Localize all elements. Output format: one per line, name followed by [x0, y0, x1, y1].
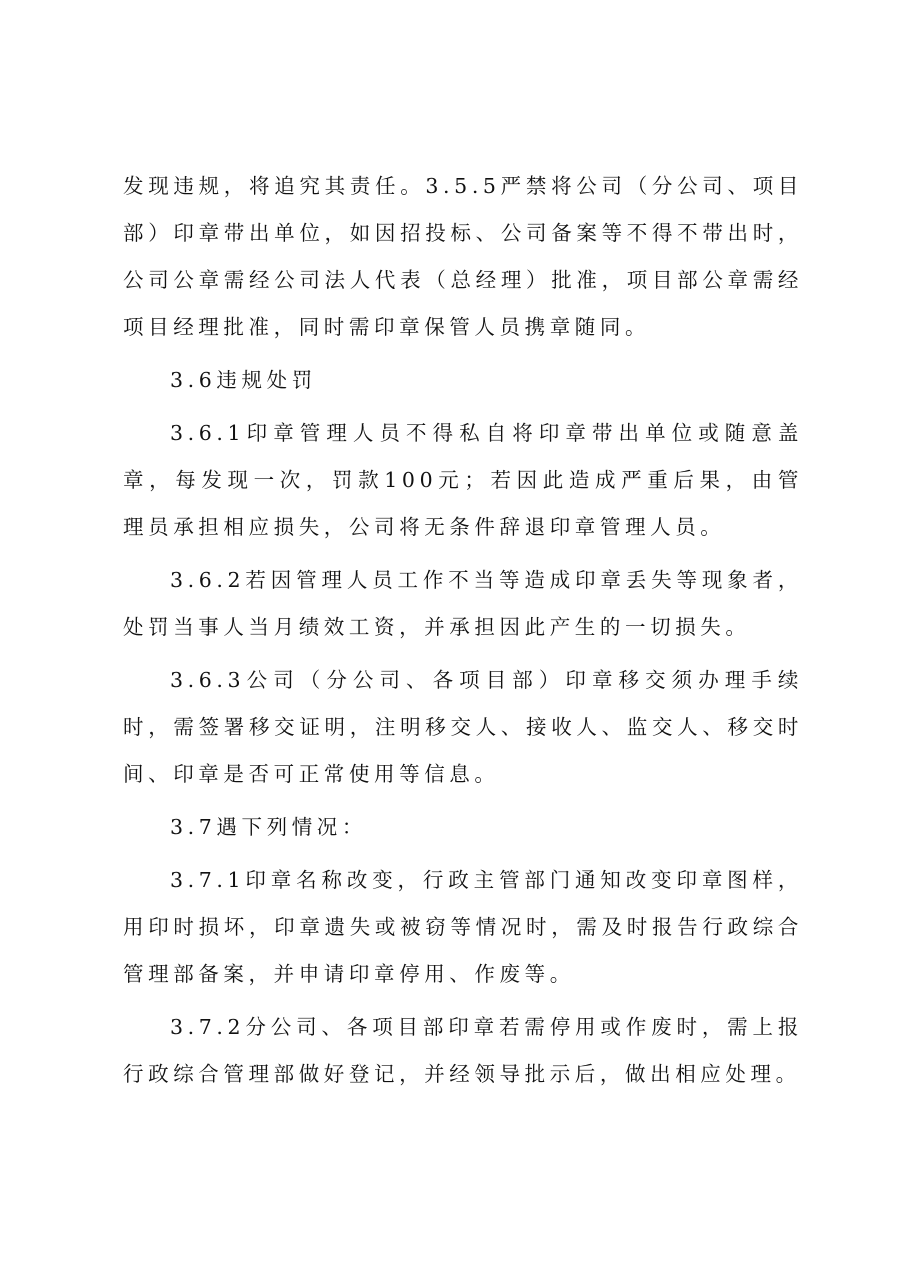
- document-body: [123, 163, 803, 1098]
- paragraph-3-6-1: 3.6.1印章管理人员不得私自将印章带出单位或随意盖章，每发现一次，罚款100元；若因此造成严重后果，由管理员承担相应损失，公司将无条件辞退印章管理人员。: [123, 421, 803, 539]
- paragraph-3-6-3: 3.6.3公司（分公司、各项目部）印章移交须办理手续时，需签署移交证明，注明移交人、接收人、监交人、移交时间、印章是否可正常使用等信息。: [123, 668, 803, 786]
- paragraph-3-7-2: 3.7.2分公司、各项目部印章若需停用或作废时，需上报行政综合管理部做好登记，并经领导批示后，做出相应处理。: [123, 1015, 803, 1086]
- paragraph-seal-removal-continued: 发现违规，将追究其责任。3.5.5严禁将公司（分公司、项目部）印章带出单位，如因招投标、公司备案等不得不带出时，公司公章需经公司法人代表（总经理）批准，项目部公章需经项目经理批准，同时需印章保管人员携章随同。: [123, 174, 803, 339]
- section-heading-3-7: 3.7遇下列情况：: [170, 815, 368, 839]
- section-heading-3-6: 3.6违规处罚: [170, 368, 317, 392]
- paragraph-3-6-2: 3.6.2若因管理人员工作不当等造成印章丢失等现象者，处罚当事人当月绩效工资，并承担因此产生的一切损失。: [123, 568, 803, 639]
- paragraph-3-7-1: 3.7.1印章名称改变，行政主管部门通知改变印章图样，用印时损坏，印章遗失或被窃等情况时，需及时报告行政综合管理部备案，并申请印章停用、作废等。: [123, 868, 803, 986]
